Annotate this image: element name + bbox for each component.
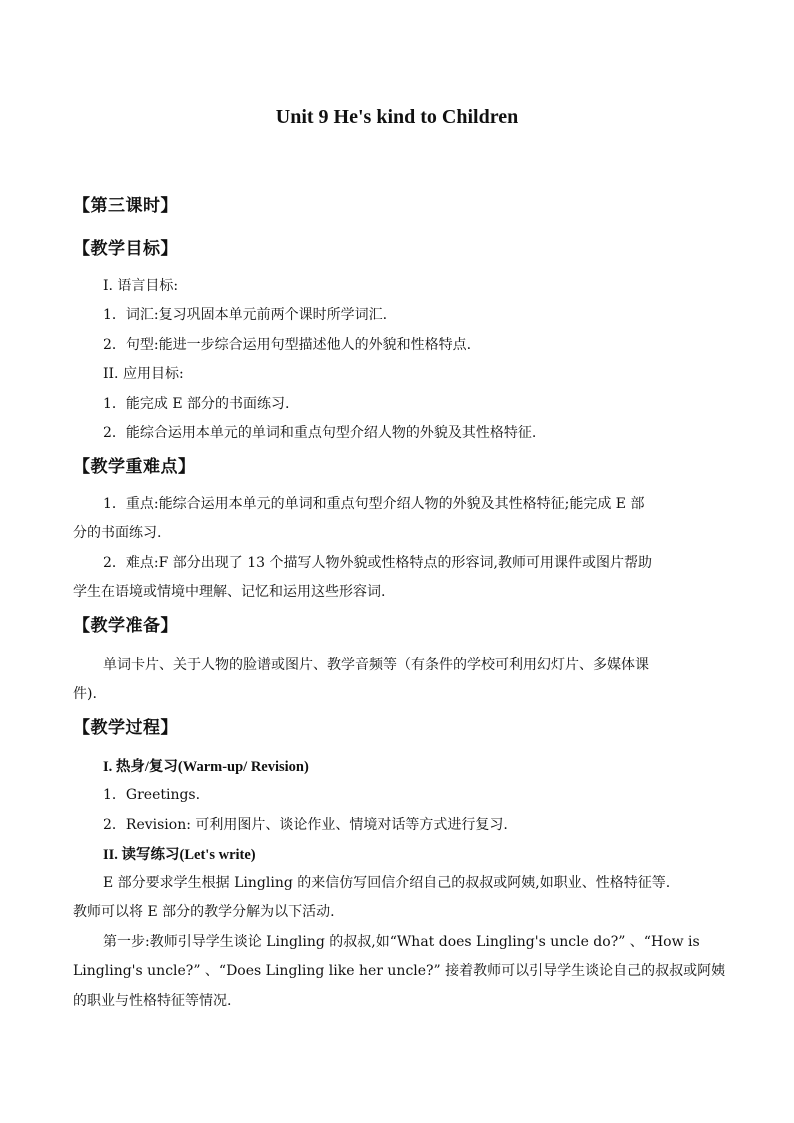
objective-line: 2．句型:能进一步综合运用句型描述他人的外貌和性格特点. xyxy=(103,337,472,353)
preparation-line: 件). xyxy=(73,686,97,702)
process-step-heading: II. 读写练习(Let's write) xyxy=(103,847,256,863)
process-item: 1．Greetings. xyxy=(103,787,201,803)
section-preparation-heading: 【教学准备】 xyxy=(73,616,178,636)
process-step-heading: I. 热身/复习(Warm-up/ Revision) xyxy=(103,759,309,775)
key-point-line: 学生在语境或情境中理解、记忆和运用这些形容词. xyxy=(73,584,386,600)
objective-line: I. 语言目标: xyxy=(103,278,179,294)
objective-line: 1．词汇:复习巩固本单元前两个课时所学词汇. xyxy=(103,307,388,323)
process-paragraph-line: E 部分要求学生根据 Lingling 的来信仿写回信介绍自己的叔叔或阿姨,如职业、性格特征等. xyxy=(103,875,671,891)
document-title: Unit 9 He's kind to Children xyxy=(275,106,519,128)
process-paragraph-line: Lingling's uncle?” 、“Does Lingling like her uncle?” 接着教师可以引导学生谈论自己的叔叔或阿姨 xyxy=(73,963,726,979)
process-paragraph-line: 第一步:教师引导学生谈论 Lingling 的叔叔,如“What does Lingling's uncle do?” 、“How is xyxy=(103,934,700,950)
process-item: 2．Revision: 可利用图片、谈论作业、情境对话等方式进行复习. xyxy=(103,817,508,833)
objective-line: 1．能完成 E 部分的书面练习. xyxy=(103,396,290,412)
key-point-line: 分的书面练习. xyxy=(73,525,162,541)
section-process-heading: 【教学过程】 xyxy=(73,718,178,738)
section-objectives-heading: 【教学目标】 xyxy=(73,239,178,259)
preparation-line: 单词卡片、关于人物的脸谱或图片、教学音频等（有条件的学校可利用幻灯片、多媒体课 xyxy=(103,657,649,673)
key-point-line: 2．难点:F 部分出现了 13 个描写人物外貌或性格特点的形容词,教师可用课件或图片帮助 xyxy=(103,555,652,571)
key-point-line: 1．重点:能综合运用本单元的单词和重点句型介绍人物的外貌及其性格特征;能完成 E 部 xyxy=(103,496,645,512)
process-paragraph-line: 教师可以将 E 部分的教学分解为以下活动. xyxy=(73,904,335,920)
process-paragraph-line: 的职业与性格特征等情况. xyxy=(73,993,232,1009)
objective-line: 2．能综合运用本单元的单词和重点句型介绍人物的外貌及其性格特征. xyxy=(103,425,537,441)
objective-line: II. 应用目标: xyxy=(103,366,184,382)
section-lesson-heading: 【第三课时】 xyxy=(73,196,178,216)
section-key-points-heading: 【教学重难点】 xyxy=(73,457,196,477)
